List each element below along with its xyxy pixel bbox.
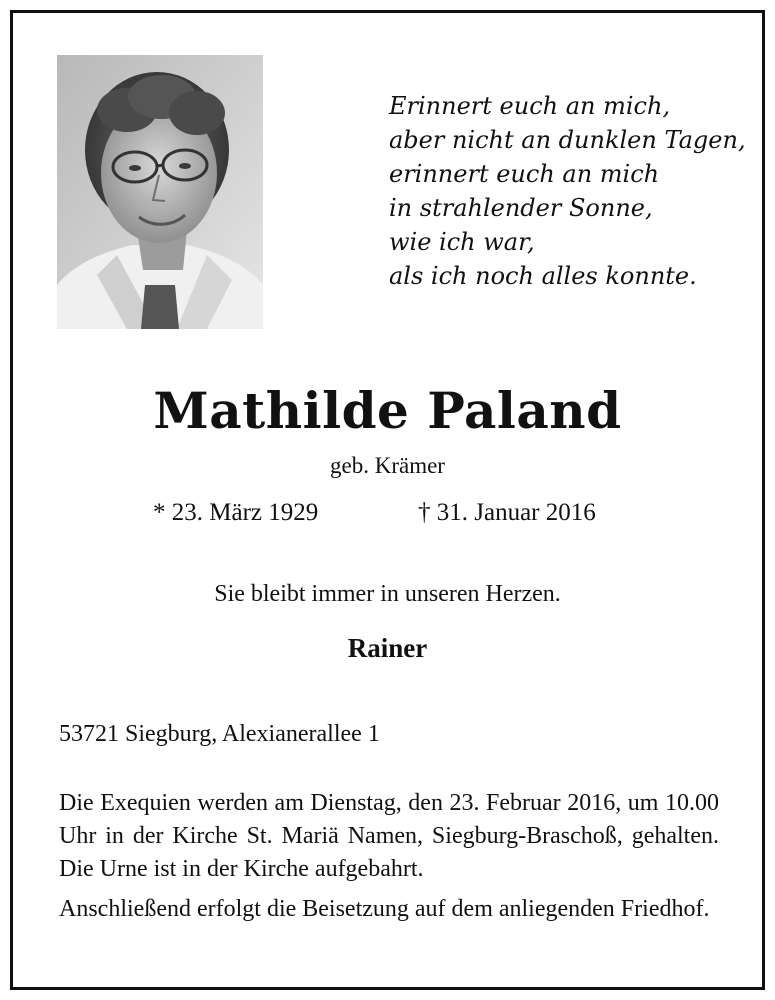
address: 53721 Siegburg, Alexianerallee 1 — [59, 721, 380, 747]
life-dates — [13, 499, 762, 531]
poem-line: in strahlender Sonne, — [389, 194, 653, 222]
poem-line: als ich noch alles konnte. — [389, 262, 697, 290]
poem-line: aber nicht an dunklen Tagen, — [389, 126, 746, 154]
death-date: † 31. Januar 2016 — [418, 499, 596, 526]
poem-line: erinnert euch an mich — [389, 160, 660, 188]
burial-details-paragraph: Anschließend erfolgt die Beisetzung auf dem anliegenden Friedhof. — [59, 896, 710, 922]
birth-date: * 23. März 1929 — [153, 499, 319, 526]
portrait-image — [57, 55, 263, 329]
deceased-name: Mathilde Paland — [153, 381, 622, 440]
portrait-photo — [57, 55, 263, 329]
birth-name: geb. Krämer — [330, 453, 445, 478]
memorial-motto: Sie bleibt immer in unseren Herzen. — [214, 581, 561, 607]
poem — [389, 89, 749, 293]
mourner-signature: Rainer — [347, 633, 428, 663]
funeral-details-paragraph: Die Exequien werden am Dienstag, den 23. Februar 2016, um 10.00 Uhr in der Kirche St. Mariä Namen, Siegburg-Braschoß, gehalten. Die Urne ist in der Kirche aufgebahrt. — [59, 790, 719, 882]
obituary-frame — [10, 10, 765, 990]
poem-line: wie ich war, — [389, 228, 535, 256]
poem-line: Erinnert euch an mich, — [389, 92, 671, 120]
